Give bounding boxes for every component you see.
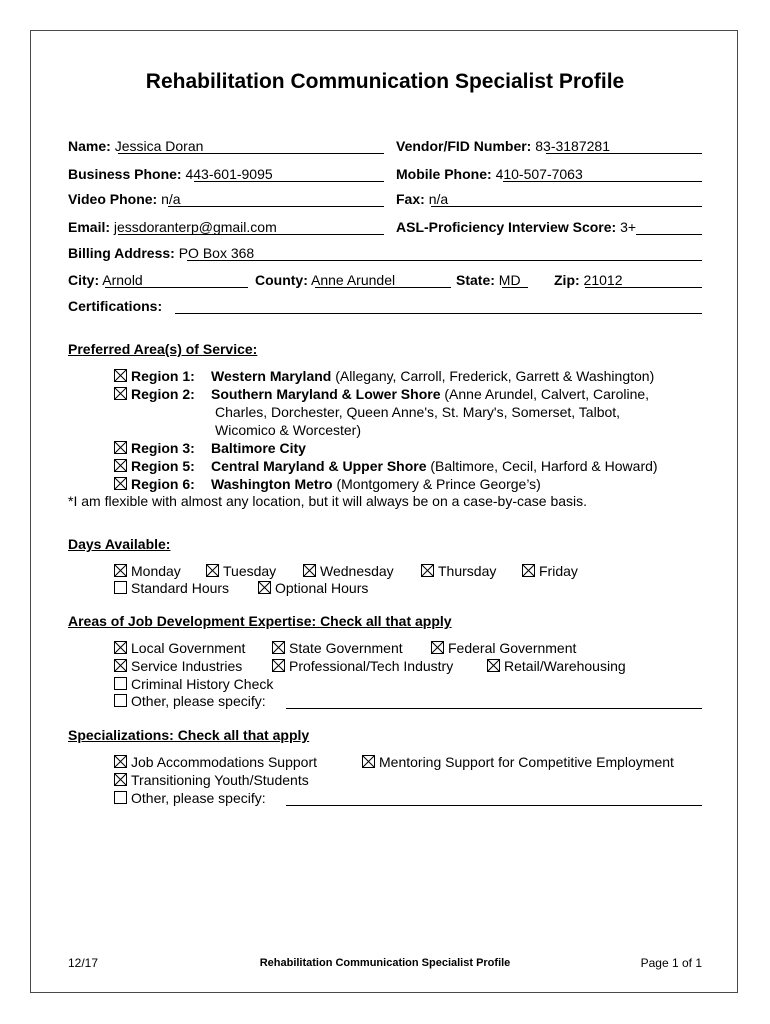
region-2-label: Region 2: — [131, 386, 195, 402]
job-dev-service[interactable] — [114, 657, 242, 675]
region-2-detail: (Anne Arundel, Calvert, Caroline, — [440, 386, 650, 402]
billing-label: Billing Address: — [68, 245, 175, 261]
monday-label: Monday — [131, 563, 181, 579]
billing-underline — [187, 260, 702, 261]
region-2-checkbox[interactable] — [114, 387, 127, 400]
mentoring-label: Mentoring Support for Competitive Employment — [379, 754, 674, 770]
region-5-label: Region 5: — [131, 458, 195, 474]
friday-checkbox[interactable] — [522, 564, 535, 577]
county-value: Anne Arundel — [311, 272, 396, 288]
transitioning-checkbox[interactable] — [114, 773, 127, 786]
federal-gov-checkbox[interactable] — [431, 641, 444, 654]
professional-checkbox[interactable] — [272, 659, 285, 672]
region-6-row[interactable] — [114, 475, 541, 493]
city-label: City: — [68, 272, 100, 288]
region-2-name: Southern Maryland & Lower Shore — [211, 386, 441, 402]
region-2-detail-cont-2: Wicomico & Worcester) — [215, 422, 361, 438]
transitioning-label: Transitioning Youth/Students — [131, 772, 309, 788]
billing-value: PO Box 368 — [178, 245, 255, 261]
spec-other-label: Other, please specify: — [131, 790, 266, 806]
professional-label: Professional/Tech Industry — [289, 658, 454, 674]
region-5-name: Central Maryland & Upper Shore — [211, 458, 427, 474]
day-friday[interactable] — [522, 562, 578, 580]
zip-value: 21012 — [583, 272, 623, 288]
state-gov-checkbox[interactable] — [272, 641, 285, 654]
footer-title: Rehabilitation Communication Specialist Profile — [259, 957, 511, 969]
state-value: MD — [498, 272, 521, 288]
business-phone-value: 443-601-9095 — [185, 166, 273, 182]
certifications-underline — [175, 313, 702, 314]
job-accommodations-label: Job Accommodations Support — [131, 754, 317, 770]
service-areas-heading: Preferred Area(s) of Service: — [68, 341, 258, 357]
day-wednesday[interactable] — [303, 562, 394, 580]
region-5-detail: (Baltimore, Cecil, Harford & Howard) — [426, 458, 658, 474]
zip-label: Zip: — [554, 272, 580, 288]
thursday-checkbox[interactable] — [421, 564, 434, 577]
days-heading: Days Available: — [68, 536, 171, 552]
job-dev-local-gov[interactable] — [114, 639, 245, 657]
region-6-name: Washington Metro — [211, 476, 333, 492]
region-3-label: Region 3: — [131, 440, 195, 456]
page-title: Rehabilitation Communication Specialist Profile — [145, 70, 625, 93]
business-phone-underline — [194, 181, 384, 182]
service-industries-checkbox[interactable] — [114, 659, 127, 672]
county-underline — [315, 287, 451, 288]
wednesday-label: Wednesday — [320, 563, 394, 579]
job-dev-heading: Areas of Job Development Expertise: Check all that apply — [68, 613, 452, 629]
region-5-checkbox[interactable] — [114, 459, 127, 472]
thursday-label: Thursday — [438, 563, 497, 579]
video-phone-label: Video Phone: — [68, 191, 158, 207]
email-underline — [118, 234, 384, 235]
job-dev-other[interactable] — [114, 692, 266, 710]
criminal-label: Criminal History Check — [131, 676, 274, 692]
footer-page: Page 1 of 1 — [640, 956, 702, 970]
specializations-heading: Specializations: Check all that apply — [68, 727, 310, 743]
business-phone-label: Business Phone: — [68, 166, 182, 182]
region-3-name: Baltimore City — [211, 440, 306, 456]
spec-other[interactable] — [114, 789, 266, 807]
optional-hours-label: Optional Hours — [275, 580, 369, 596]
video-phone-underline — [168, 206, 384, 207]
asl-value: 3+ — [620, 219, 637, 235]
friday-label: Friday — [539, 563, 578, 579]
region-5-row[interactable] — [114, 457, 658, 475]
region-1-name: Western Maryland — [211, 368, 332, 384]
day-monday[interactable] — [114, 562, 181, 580]
job-dev-other-underline[interactable] — [286, 708, 702, 709]
retail-checkbox[interactable] — [487, 659, 500, 672]
mobile-phone-label: Mobile Phone: — [396, 166, 492, 182]
state-label: State: — [456, 272, 495, 288]
region-1-row[interactable] — [114, 367, 654, 385]
vendor-value: 83-3187281 — [535, 138, 610, 154]
job-dev-professional[interactable] — [272, 657, 453, 675]
video-phone-value: n/a — [161, 191, 181, 207]
region-1-checkbox[interactable] — [114, 369, 127, 382]
name-underline — [118, 153, 384, 154]
criminal-checkbox[interactable] — [114, 677, 127, 690]
asl-underline — [636, 234, 702, 235]
region-6-checkbox[interactable] — [114, 477, 127, 490]
local-gov-label: Local Government — [131, 640, 246, 656]
region-1-label: Region 1: — [131, 368, 195, 384]
region-1-detail: (Allegany, Carroll, Frederick, Garrett & Washington) — [331, 368, 655, 384]
region-3-checkbox[interactable] — [114, 441, 127, 454]
federal-gov-label: Federal Government — [448, 640, 577, 656]
standard-hours-checkbox[interactable] — [114, 581, 127, 594]
job-dev-federal-gov[interactable] — [431, 639, 576, 657]
zip-underline — [585, 287, 702, 288]
email-value: jessdoranterp@gmail.com — [113, 219, 277, 235]
video-phone-field[interactable] — [68, 190, 181, 208]
certifications-field[interactable] — [68, 297, 162, 315]
job-dev-retail[interactable] — [487, 657, 626, 675]
local-gov-checkbox[interactable] — [114, 641, 127, 654]
footer-date: 12/17 — [68, 956, 99, 970]
optional-hours[interactable] — [258, 579, 368, 597]
job-accommodations-checkbox[interactable] — [114, 755, 127, 768]
email-label: Email: — [68, 219, 111, 235]
region-2-row[interactable] — [114, 385, 649, 403]
mobile-phone-value: 410-507-7063 — [495, 166, 583, 182]
job-dev-criminal[interactable] — [114, 675, 273, 693]
region-2-detail-cont-1: Charles, Dorchester, Queen Anne's, St. Mary's, Somerset, Talbot, — [215, 404, 621, 420]
job-dev-state-gov[interactable] — [272, 639, 403, 657]
certifications-label: Certifications: — [68, 298, 163, 314]
standard-hours[interactable] — [114, 579, 229, 597]
city-value: Arnold — [102, 272, 143, 288]
name-value: Jessica Doran — [114, 138, 204, 154]
region-3-row[interactable] — [114, 439, 306, 457]
tuesday-checkbox[interactable] — [206, 564, 219, 577]
state-gov-label: State Government — [289, 640, 403, 656]
spec-mentoring[interactable] — [362, 753, 674, 771]
spec-other-checkbox[interactable] — [114, 791, 127, 804]
fax-underline — [431, 206, 702, 207]
vendor-label: Vendor/FID Number: — [396, 138, 532, 154]
asl-label: ASL-Proficiency Interview Score: — [396, 219, 617, 235]
region-6-label: Region 6: — [131, 476, 195, 492]
mobile-phone-underline — [503, 181, 702, 182]
job-dev-other-label: Other, please specify: — [131, 693, 266, 709]
service-industries-label: Service Industries — [131, 658, 243, 674]
day-thursday[interactable] — [421, 562, 496, 580]
mentoring-checkbox[interactable] — [362, 755, 375, 768]
region-6-detail: (Montgomery & Prince George’s) — [332, 476, 541, 492]
spec-transitioning[interactable] — [114, 771, 309, 789]
asl-field[interactable] — [396, 218, 636, 236]
standard-hours-label: Standard Hours — [131, 580, 230, 596]
state-underline — [502, 287, 528, 288]
monday-checkbox[interactable] — [114, 564, 127, 577]
spec-other-underline[interactable] — [286, 805, 702, 806]
county-label: County: — [255, 272, 308, 288]
vendor-underline — [546, 153, 702, 154]
job-dev-other-checkbox[interactable] — [114, 694, 127, 707]
retail-label: Retail/Warehousing — [504, 658, 626, 674]
tuesday-label: Tuesday — [223, 563, 277, 579]
optional-hours-checkbox[interactable] — [258, 581, 271, 594]
spec-job-accommodations[interactable] — [114, 753, 317, 771]
wednesday-checkbox[interactable] — [303, 564, 316, 577]
fax-value: n/a — [428, 191, 449, 207]
fax-label: Fax: — [396, 191, 425, 207]
day-tuesday[interactable] — [206, 562, 276, 580]
location-note: *I am flexible with almost any location, but it will always be on a case-by-case basis. — [68, 493, 588, 509]
name-label: Name: — [68, 138, 111, 154]
city-underline — [105, 287, 248, 288]
